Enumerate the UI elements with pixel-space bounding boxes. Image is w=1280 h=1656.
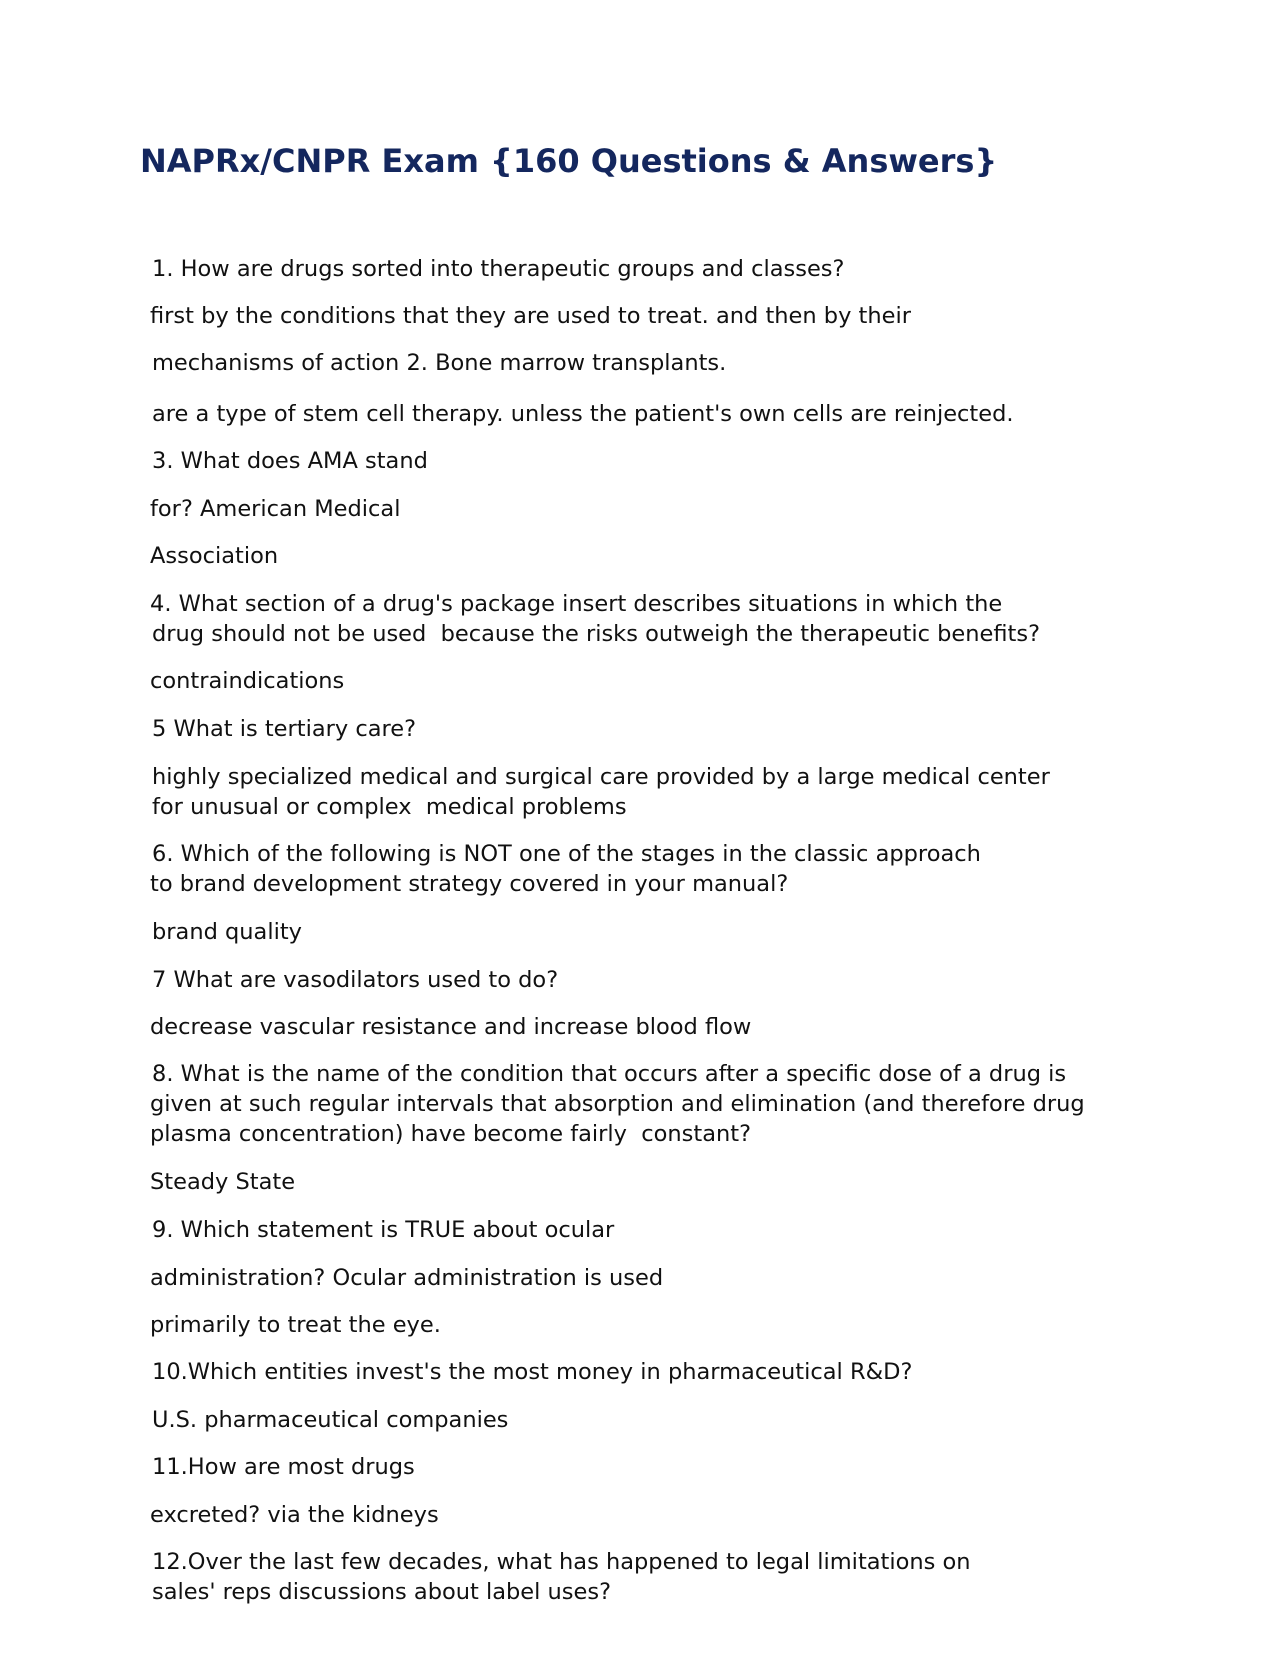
question-12-line-2: sales' reps discussions about label uses? — [152, 1579, 612, 1605]
answer-5-line-1: highly specialized medical and surgical care provided by a large medical center — [152, 764, 1050, 790]
question-11-line-2: excreted? via the kidneys — [150, 1502, 439, 1528]
question-9-line-2: administration? Ocular administration is used — [150, 1265, 664, 1291]
question-1: 1. How are drugs sorted into therapeutic groups and classes? — [152, 256, 845, 282]
question-9-line-1: 9. Which statement is TRUE about ocular — [152, 1217, 615, 1243]
answer-10: U.S. pharmaceutical companies — [152, 1407, 509, 1433]
answer-3: Association — [150, 543, 279, 569]
question-6-line-1: 6. Which of the following is NOT one of the stages in the classic approach — [152, 841, 981, 867]
question-8-line-2: given at such regular intervals that absorption and elimination (and therefore drug — [150, 1091, 1085, 1117]
question-11-line-1: 11.How are most drugs — [152, 1454, 415, 1480]
answer-2: are a type of stem cell therapy. unless the patient's own cells are reinjected. — [152, 401, 1014, 427]
answer-1-line-2: mechanisms of action 2. Bone marrow transplants. — [152, 350, 727, 376]
question-7: 7 What are vasodilators used to do? — [152, 967, 559, 993]
question-3-line-1: 3. What does AMA stand — [152, 448, 428, 474]
question-12-line-1: 12.Over the last few decades, what has happened to legal limitations on — [152, 1549, 971, 1575]
answer-9: primarily to treat the eye. — [150, 1312, 441, 1338]
question-8-line-3: plasma concentration) have become fairly constant? — [150, 1121, 752, 1147]
question-4-line-2: drug should not be used because the risks outweigh the therapeutic benefits? — [152, 621, 1041, 647]
question-5: 5 What is tertiary care? — [152, 716, 417, 742]
document-title: NAPRx/CNPR Exam {160 Questions & Answers} — [140, 142, 998, 180]
question-8-line-1: 8. What is the name of the condition that occurs after a specific dose of a drug is — [152, 1061, 1067, 1087]
answer-8: Steady State — [150, 1169, 296, 1195]
question-6-line-2: to brand development strategy covered in your manual? — [150, 871, 789, 897]
answer-4: contraindications — [150, 668, 345, 694]
answer-7: decrease vascular resistance and increase blood flow — [150, 1014, 752, 1040]
answer-1-line-1: first by the conditions that they are used to treat. and then by their — [150, 303, 911, 329]
answer-5-line-2: for unusual or complex medical problems — [152, 794, 627, 820]
question-4-line-1: 4. What section of a drug's package insert describes situations in which the — [150, 591, 1003, 617]
answer-6: brand quality — [152, 919, 302, 945]
question-3-line-2: for? American Medical — [150, 496, 401, 522]
question-10: 10.Which entities invest's the most money in pharmaceutical R&D? — [152, 1359, 913, 1385]
